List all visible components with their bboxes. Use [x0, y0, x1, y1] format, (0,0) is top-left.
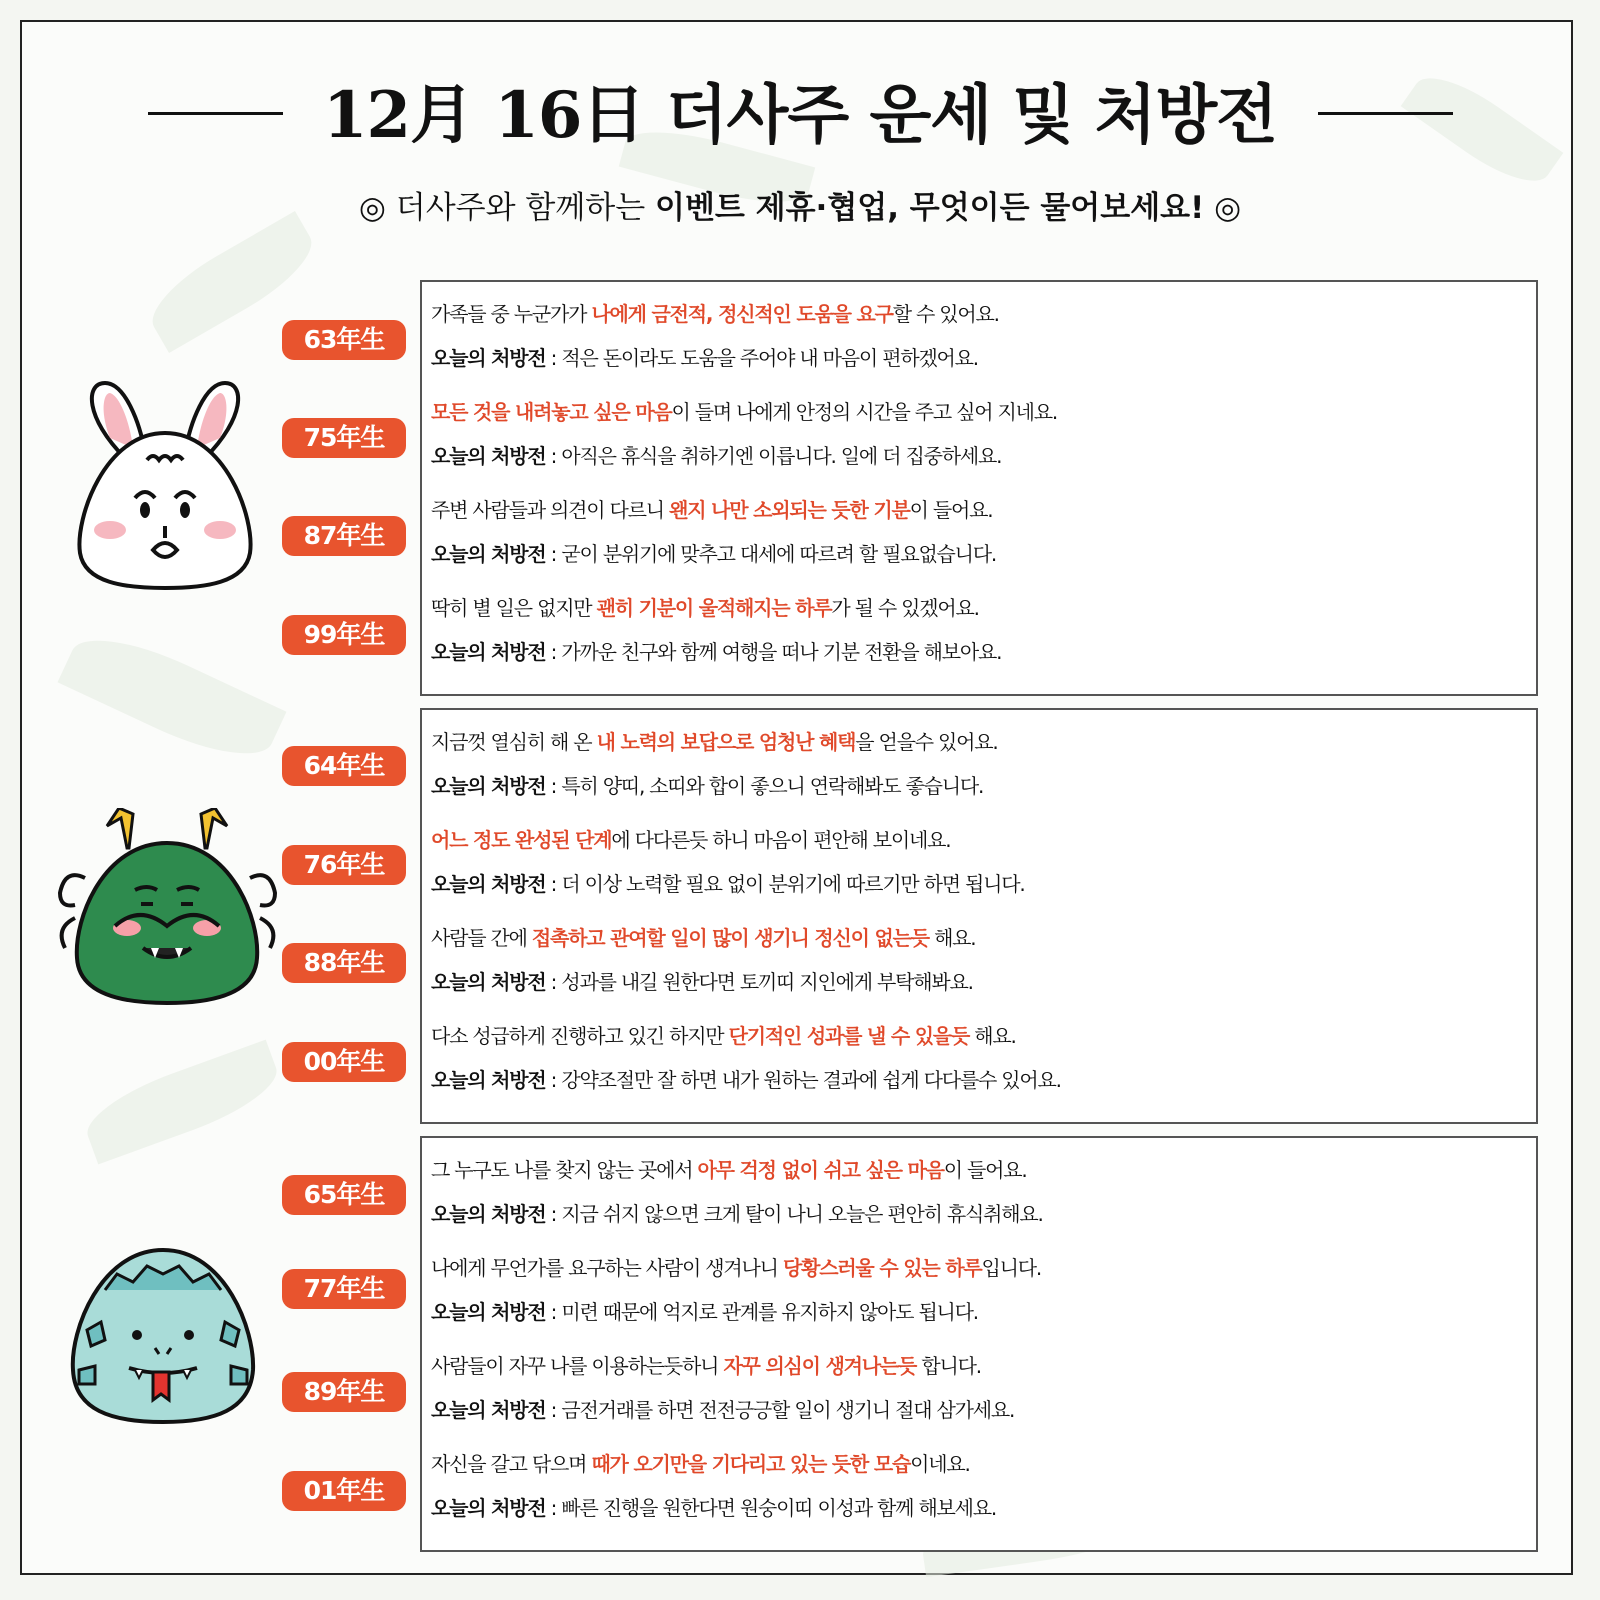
fortune-text — [431, 720, 1536, 764]
prescription-label: 오늘의 처방전 — [431, 1496, 546, 1520]
fortune-highlight: 괜히 기분이 울적해지는 하루 — [596, 596, 832, 620]
year-badge: 99年生 — [282, 615, 406, 655]
fortune-entry — [431, 720, 1536, 808]
fortune-highlight: 모든 것을 내려놓고 싶은 마음 — [431, 400, 672, 424]
prescription-text: : 지금 쉬지 않으면 크게 탈이 나니 오늘은 편안히 휴식취해요. — [545, 1202, 1043, 1226]
fortune-group-rabbit — [420, 280, 1538, 696]
fortune-entry — [431, 1148, 1536, 1236]
prescription-text: : 적은 돈이라도 도움을 주어야 내 마음이 편하겠어요. — [545, 346, 978, 370]
subtitle-prefix: ◎ 더사주와 함께하는 — [358, 190, 656, 226]
prescription-text: : 빠른 진행을 원한다면 원숭이띠 이성과 함께 해보세요. — [545, 1496, 997, 1520]
fortune-post: 을 얻을수 있어요. — [855, 730, 998, 754]
prescription-label: 오늘의 처방전 — [431, 1398, 546, 1422]
title-row — [0, 68, 1600, 168]
fortune-highlight: 당황스러울 수 있는 하루 — [782, 1256, 982, 1280]
prescription-text: : 성과를 내길 원한다면 토끼띠 지인에게 부탁해봐요. — [545, 970, 973, 994]
prescription-text: : 금전거래를 하면 전전긍긍할 일이 생기니 절대 삼가세요. — [545, 1398, 1015, 1422]
fortune-highlight: 단기적인 성과를 낼 수 있을듯 — [728, 1024, 970, 1048]
fortune-post: 입니다. — [981, 1256, 1041, 1280]
prescription — [431, 532, 1536, 576]
fortune-pre: 주변 사람들과 의견이 다르니 — [431, 498, 670, 522]
rabbit-icon — [65, 378, 265, 593]
fortune-entry — [431, 916, 1536, 1004]
leaf-decoration — [58, 619, 287, 775]
prescription-text: : 더 이상 노력할 필요 없이 분위기에 따르기만 하면 됩니다. — [545, 872, 1025, 896]
fortune-entry — [431, 1442, 1536, 1530]
year-badge: 75年生 — [282, 418, 406, 458]
prescription-label: 오늘의 처방전 — [431, 1300, 546, 1324]
fortune-highlight: 아무 걱정 없이 쉬고 싶은 마음 — [697, 1158, 944, 1182]
fortune-text — [431, 1014, 1536, 1058]
fortune-post: 가 될 수 있겠어요. — [831, 596, 979, 620]
prescription-label: 오늘의 처방전 — [431, 444, 546, 468]
prescription — [431, 1290, 1536, 1334]
fortune-post: 이 들어요. — [909, 498, 993, 522]
fortune-highlight: 접촉하고 관여할 일이 많이 생기니 정신이 없는듯 — [531, 926, 929, 950]
fortune-post: 에 다다른듯 하니 마음이 편안해 보이네요. — [611, 828, 951, 852]
fortune-post: 해요. — [928, 926, 976, 950]
leaf-decoration — [78, 1040, 286, 1165]
fortune-entry — [431, 818, 1536, 906]
fortune-text — [431, 390, 1536, 434]
year-badge: 01年生 — [282, 1471, 406, 1511]
year-badge: 00年生 — [282, 1042, 406, 1082]
fortune-entry — [431, 1014, 1536, 1102]
prescription — [431, 960, 1536, 1004]
fortune-highlight: 나에게 금전적, 정신적인 도움을 요구 — [591, 302, 893, 326]
prescription — [431, 1192, 1536, 1236]
fortune-highlight: 왠지 나만 소외되는 듯한 기분 — [669, 498, 910, 522]
year-badge: 65年生 — [282, 1175, 406, 1215]
year-badge: 89年生 — [282, 1372, 406, 1412]
year-badge: 63年生 — [282, 320, 406, 360]
fortune-entry — [431, 390, 1536, 478]
fortune-post: 해요. — [969, 1024, 1016, 1048]
fortune-text — [431, 916, 1536, 960]
fortune-text — [431, 818, 1536, 862]
fortune-entry — [431, 292, 1536, 380]
fortune-pre: 나에게 무언가를 요구하는 사람이 생겨나니 — [431, 1256, 783, 1280]
fortune-group-snake — [420, 1136, 1538, 1552]
fortune-text — [431, 586, 1536, 630]
subtitle-highlight: 이벤트 제휴·협업, 무엇이든 물어보세요! — [655, 190, 1205, 226]
fortune-post: 합니다. — [916, 1354, 981, 1378]
fortune-pre: 다소 성급하게 진행하고 있긴 하지만 — [431, 1024, 729, 1048]
prescription-label: 오늘의 처방전 — [431, 872, 546, 896]
fortune-highlight: 때가 오기만을 기다리고 있는 듯한 모습 — [591, 1452, 911, 1476]
fortune-text — [431, 488, 1536, 532]
title-rule-left — [148, 112, 283, 115]
snake-icon — [65, 1230, 260, 1430]
prescription-text: : 아직은 휴식을 취하기엔 이릅니다. 일에 더 집중하세요. — [545, 444, 1002, 468]
fortune-highlight: 자꾸 의심이 생겨나는듯 — [723, 1354, 917, 1378]
fortune-post: 이 들어요. — [943, 1158, 1027, 1182]
prescription-label: 오늘의 처방전 — [431, 346, 546, 370]
prescription-text: : 특히 양띠, 소띠와 합이 좋으니 연락해봐도 좋습니다. — [545, 774, 984, 798]
prescription — [431, 1486, 1536, 1530]
page-title: 12月 16日 더사주 운세 및 처방전 — [323, 78, 1277, 153]
fortune-post: 이네요. — [910, 1452, 970, 1476]
prescription — [431, 764, 1536, 808]
fortune-text — [431, 1148, 1536, 1192]
fortune-pre: 사람들 간에 — [431, 926, 532, 950]
prescription-text: : 가까운 친구와 함께 여행을 떠나 기분 전환을 해보아요. — [545, 640, 1002, 664]
fortune-pre: 그 누구도 나를 찾지 않는 곳에서 — [431, 1158, 698, 1182]
fortune-post: 이 들며 나에게 안정의 시간을 주고 싶어 지네요. — [671, 400, 1058, 424]
fortune-pre: 딱히 별 일은 없지만 — [431, 596, 597, 620]
subtitle — [0, 186, 1600, 230]
subtitle-suffix: ◎ — [1204, 190, 1242, 226]
fortune-pre: 가족들 중 누군가가 — [431, 302, 592, 326]
fortune-entry — [431, 586, 1536, 674]
fortune-pre: 사람들이 자꾸 나를 이용하는듯하니 — [431, 1354, 724, 1378]
prescription-label: 오늘의 처방전 — [431, 774, 546, 798]
prescription-label: 오늘의 처방전 — [431, 640, 546, 664]
prescription-label: 오늘의 처방전 — [431, 970, 546, 994]
fortune-highlight: 어느 정도 완성된 단계 — [431, 828, 612, 852]
prescription — [431, 862, 1536, 906]
prescription-label: 오늘의 처방전 — [431, 542, 546, 566]
year-badge: 77年生 — [282, 1269, 406, 1309]
year-badge: 64年生 — [282, 746, 406, 786]
prescription — [431, 1388, 1536, 1432]
prescription — [431, 630, 1536, 674]
fortune-pre: 자신을 갈고 닦으며 — [431, 1452, 592, 1476]
year-badge: 76年生 — [282, 845, 406, 885]
prescription-label: 오늘의 처방전 — [431, 1068, 546, 1092]
fortune-entry — [431, 1246, 1536, 1334]
fortune-pre: 지금껏 열심히 해 온 — [431, 730, 597, 754]
year-badge: 88年生 — [282, 943, 406, 983]
fortune-group-dragon — [420, 708, 1538, 1124]
fortune-post: 할 수 있어요. — [892, 302, 999, 326]
title-rule-right — [1318, 112, 1453, 115]
prescription-label: 오늘의 처방전 — [431, 1202, 546, 1226]
fortune-text — [431, 1246, 1536, 1290]
prescription-text: : 강약조절만 잘 하면 내가 원하는 결과에 쉽게 다다를수 있어요. — [545, 1068, 1061, 1092]
fortune-text — [431, 1442, 1536, 1486]
fortune-entry — [431, 1344, 1536, 1432]
fortune-text — [431, 1344, 1536, 1388]
prescription — [431, 336, 1536, 380]
prescription — [431, 1058, 1536, 1102]
year-badge: 87年生 — [282, 516, 406, 556]
fortune-entry — [431, 488, 1536, 576]
prescription — [431, 434, 1536, 478]
fortune-highlight: 내 노력의 보답으로 엄청난 혜택 — [596, 730, 856, 754]
prescription-text: : 미련 때문에 억지로 관계를 유지하지 않아도 됩니다. — [545, 1300, 978, 1324]
dragon-icon — [55, 808, 280, 1008]
prescription-text: : 굳이 분위기에 맞추고 대세에 따르려 할 필요없습니다. — [545, 542, 997, 566]
fortune-text — [431, 292, 1536, 336]
